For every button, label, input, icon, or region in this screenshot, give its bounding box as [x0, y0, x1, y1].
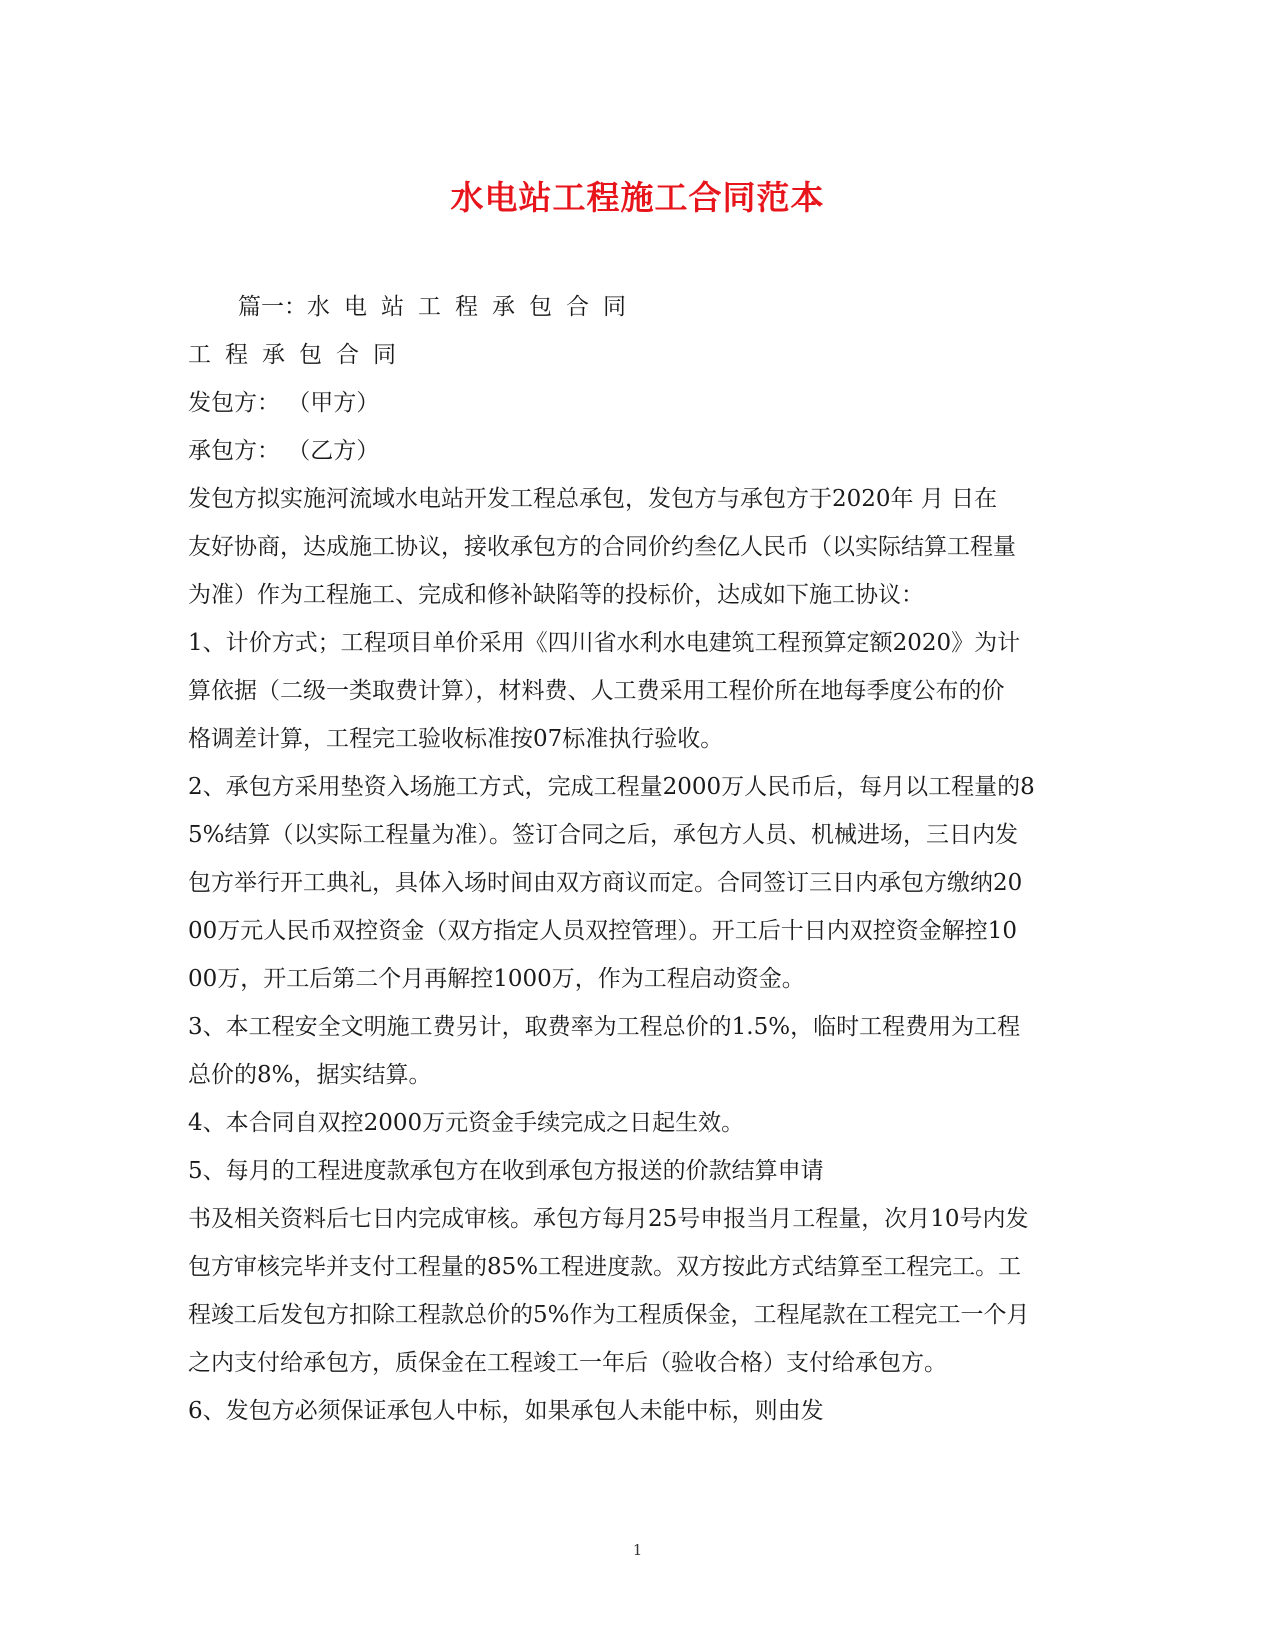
page-number: 1: [632, 1541, 643, 1559]
section-heading-name: 水电站工程承包合同: [307, 294, 640, 320]
contract-name: 工程承包合同: [188, 342, 410, 368]
body-line: 5、每月的工程进度款承包方在收到承包方报送的价款结算申请: [188, 1158, 824, 1184]
body-line: 00万，开工后第二个月再解控1000万，作为工程启动资金。: [188, 966, 805, 992]
body-line: 5%结算（以实际工程量为准）。签订合同之后，承包方人员、机械进场，三日内发: [188, 822, 1018, 848]
body-line: 书及相关资料后七日内完成审核。承包方每月25号申报当月工程量，次月10号内发: [188, 1206, 1029, 1232]
body-line: 1、计价方式；工程项目单价采用《四川省水利水电建筑工程预算定额2020》为计: [188, 630, 1021, 656]
section-heading: [188, 283, 1088, 331]
body-line: 格调差计算，工程完工验收标准按07标准执行验收。: [188, 726, 724, 752]
body-line: 之内支付给承包方，质保金在工程竣工一年后（验收合格）支付给承包方。: [188, 1350, 947, 1376]
body-line: 包方举行开工典礼，具体入场时间由双方商议而定。合同签订三日内承包方缴纳20: [188, 870, 1023, 896]
body-line: 承包方： （乙方）: [188, 438, 380, 464]
body-lines: [188, 379, 1088, 1435]
body-line: 3、本工程安全文明施工费另计，取费率为工程总价的1.5%，临时工程费用为工程: [188, 1014, 1021, 1040]
body-line: 00万元人民币双控资金（双方指定人员双控管理）。开工后十日内双控资金解控10: [188, 918, 1018, 944]
document-body: [188, 283, 1088, 1435]
body-line: 6、发包方必须保证承包人中标，如果承包人未能中标，则由发: [188, 1398, 824, 1424]
body-line: 算依据（二级一类取费计算），材料费、人工费采用工程价所在地每季度公布的价: [188, 678, 1005, 704]
body-line: 2、承包方采用垫资入场施工方式，完成工程量2000万人民币后，每月以工程量的8: [188, 774, 1035, 800]
document-title: 水电站工程施工合同范本: [450, 178, 825, 217]
body-line: 发包方拟实施河流域水电站开发工程总承包，发包方与承包方于2020年 月 日在: [188, 486, 998, 512]
body-line: 4、本合同自双控2000万元资金手续完成之日起生效。: [188, 1110, 745, 1136]
body-line: 友好协商，达成施工协议，接收承包方的合同价约叁亿人民币（以实际结算工程量: [188, 534, 1016, 560]
body-line: 程竣工后发包方扣除工程款总价的5%作为工程质保金，工程尾款在工程完工一个月: [188, 1302, 1030, 1328]
body-line: 包方审核完毕并支付工程量的85%工程进度款。双方按此方式结算至工程完工。工: [188, 1254, 1022, 1280]
body-line: 总价的8%，据实结算。: [188, 1062, 432, 1088]
body-line: 为准）作为工程施工、完成和修补缺陷等的投标价，达成如下施工协议：: [188, 582, 924, 608]
body-line: 发包方： （甲方）: [188, 390, 380, 416]
section-heading-prefix: 篇一：: [238, 294, 307, 320]
